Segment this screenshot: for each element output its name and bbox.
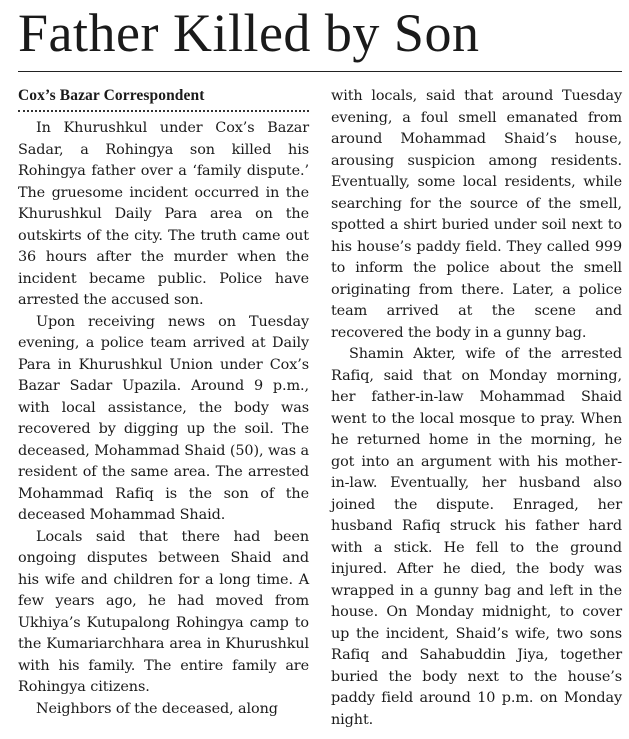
paragraph-4-start: Neighbors of the deceased, along bbox=[36, 700, 278, 717]
headline-divider bbox=[18, 71, 622, 72]
paragraph-4-continued: with locals, said that around Tuesday evening, a foul smell emanated from around Mohammad Shaid’s house, arousing suspicion among residents. Eventually, some local residents, while searching for the source of the smell, spotted a shirt buried under soil next to his house’s paddy field. They called 999 to inform the police about the smell originating from there. Later, a police team arrived at the scene and recovered the body in a gunny bag. bbox=[331, 88, 622, 341]
paragraph-1: In Khurushkul under Cox’s Bazar Sadar, a Rohingya son killed his Rohingya father over a ‘family dispute.’ The gruesome incident occurred in the Khurushkul Daily Para area on the outskirts of the city. The truth came out 36 hours after the murder when the incident became public. Police have arrested the accused son. bbox=[18, 120, 309, 308]
column-right bbox=[331, 86, 622, 731]
byline: Cox’s Bazar Correspondent bbox=[18, 87, 205, 104]
paragraph-3: Locals said that there had been ongoing disputes between Shaid and his wife and children for a long time. A few years ago, he had moved from Ukhiya’s Kutupalong Rohingya camp to the Kumariarchhara area in Khurushkul with his family. The entire family are Rohingya citizens. bbox=[18, 528, 309, 695]
paragraph-2: Upon receiving news on Tuesday evening, a police team arrived at Daily Para in Khurushkul Union under Cox’s Bazar Sadar Upazila. Around 9 p.m., with local assistance, the body was recovered by digging up the soil. The deceased, Mohammad Shaid (50), was a resident of the same area. The arrested Mohammad Rafiq is the son of the deceased Mohammad Shaid. bbox=[18, 313, 309, 523]
headline: Father Killed by Son bbox=[18, 3, 480, 63]
column-left bbox=[18, 86, 309, 720]
paragraph-5: Shamin Akter, wife of the arrested Rafiq, said that on Monday morning, her father-in-law Mohammad Shaid went to the local mosque to pray. When he returned home in the morning, he got into an argument with his mother-in-law. Eventually, her husband also joined the dispute. Enraged, her husband Rafiq struck his father hard with a stick. He fell to the ground injured. After he died, the body was wrapped in a gunny bag and left in the house. On Monday midnight, to cover up the incident, Shaid’s wife, two sons Rafiq and Sahabuddin Jiya, together buried the body next to the house’s paddy field around 10 p.m. on Monday night. bbox=[331, 346, 622, 728]
byline-dotted-divider bbox=[18, 110, 309, 112]
